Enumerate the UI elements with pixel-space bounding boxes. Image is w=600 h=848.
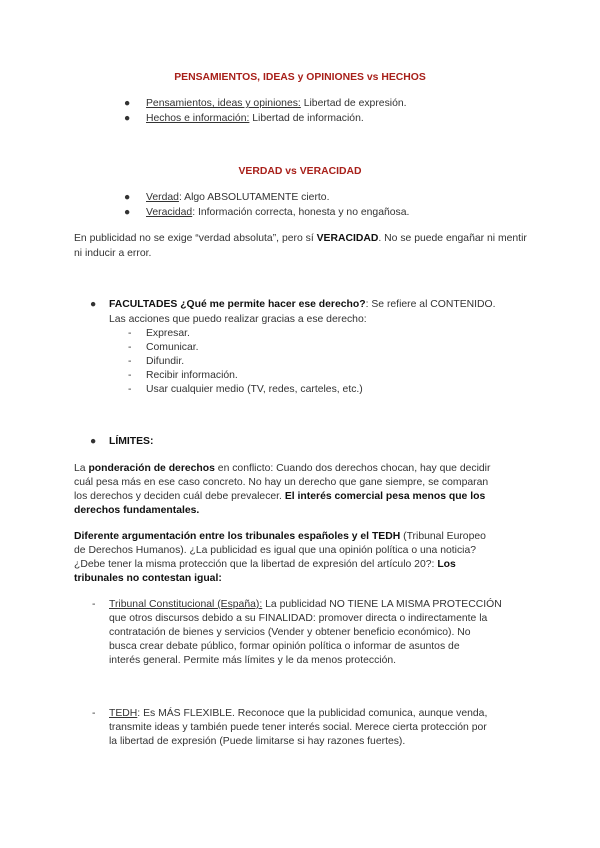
tedh-line-3: la libertad de expresión (Puede limitarse si hay razones fuertes). <box>109 736 406 747</box>
tribunal-line-2: que otros discursos debido a su FINALIDAD: promover directa o indirectamente la <box>109 613 488 624</box>
list-item: Verdad: Algo ABSOLUTAMENTE cierto. <box>146 192 330 203</box>
dash-icon: - <box>92 708 96 719</box>
section2-title: VERDAD vs VERACIDAD <box>238 166 362 177</box>
action-item: Expresar. <box>146 328 190 339</box>
dash-icon: - <box>128 328 132 339</box>
dash-icon: - <box>92 599 96 610</box>
bullet-dot-icon: ● <box>124 113 131 124</box>
argumentacion-line-2: de Derechos Humanos). ¿La publicidad es igual que una opinión política o una noticia? <box>74 545 477 556</box>
term: Pensamientos, ideas y opiniones: <box>146 98 301 109</box>
dash-icon: - <box>128 370 132 381</box>
term: Verdad <box>146 192 179 203</box>
dash-icon: - <box>128 356 132 367</box>
tribunal-line-4: busca crear debate público, formar opinión política o informar de asuntos de <box>109 641 460 652</box>
bullet-dot-icon: ● <box>124 192 131 203</box>
term: Hechos e información: <box>146 113 250 124</box>
tribunal-line-1: Tribunal Constitucional (España): La publicidad NO TIENE LA MISMA PROTECCIÓN <box>109 599 502 610</box>
ponderacion-line-3: los derechos y deciden cuál debe prevalecer. El interés comercial pesa menos que los <box>74 491 486 502</box>
term: Veracidad <box>146 207 193 218</box>
bullet-dot-icon: ● <box>90 299 97 310</box>
facultades-line: FACULTADES ¿Qué me permite hacer ese derecho?: Se refiere al CONTENIDO. <box>109 299 496 310</box>
bullet-dot-icon: ● <box>124 207 131 218</box>
limites-title: LÍMITES: <box>109 436 154 447</box>
list-item: Veracidad: Información correcta, honesta y no engañosa. <box>146 207 410 218</box>
action-item: Usar cualquier medio (TV, redes, carteles, etc.) <box>146 384 363 395</box>
action-item: Difundir. <box>146 356 185 367</box>
argumentacion-line-3: ¿Debe tener la misma protección que la libertad de expresión del artículo 20?: Los <box>74 559 456 570</box>
tedh-line-2: transmite ideas y también puede tener interés social. Merece cierta protección por <box>109 722 487 733</box>
dash-icon: - <box>128 342 132 353</box>
ponderacion-line-4: derechos fundamentales. <box>74 505 200 516</box>
ponderacion-line-2: cuál pesa más en ese caso concreto. No hay un derecho que gane siempre, se comparan <box>74 477 489 488</box>
action-item: Comunicar. <box>146 342 199 353</box>
veracidad-paragraph: En publicidad no se exige “verdad absoluta”, pero sí VERACIDAD. No se puede engañar ni mentir ni inducir a error. <box>74 233 527 259</box>
dash-icon: - <box>128 384 132 395</box>
list-item: Pensamientos, ideas y opiniones: Libertad de expresión. <box>146 98 407 109</box>
tedh-line-1: TEDH: Es MÁS FLEXIBLE. Reconoce que la publicidad comunica, aunque venda, <box>109 708 488 719</box>
bullet-dot-icon: ● <box>124 98 131 109</box>
argumentacion-line-1: Diferente argumentación entre los tribunales españoles y el TEDH (Tribunal Europeo <box>74 531 486 542</box>
tribunal-line-5: interés general. Permite más límites y le da menos protección. <box>109 655 397 666</box>
list-item: Hechos e información: Libertad de información. <box>146 113 364 124</box>
argumentacion-line-4: tribunales no contestan igual: <box>74 573 222 584</box>
tribunal-line-3: contratación de bienes y servicios (Vender y obtener beneficio económico). No <box>109 627 471 638</box>
section1-title: PENSAMIENTOS, IDEAS y OPINIONES vs HECHOS <box>174 72 426 83</box>
bullet-dot-icon: ● <box>90 436 97 447</box>
facultades-subline: Las acciones que puedo realizar gracias a ese derecho: <box>109 314 367 325</box>
ponderacion-line-1: La ponderación de derechos en conflicto: Cuando dos derechos chocan, hay que decidir <box>74 463 491 474</box>
action-item: Recibir información. <box>146 370 238 381</box>
